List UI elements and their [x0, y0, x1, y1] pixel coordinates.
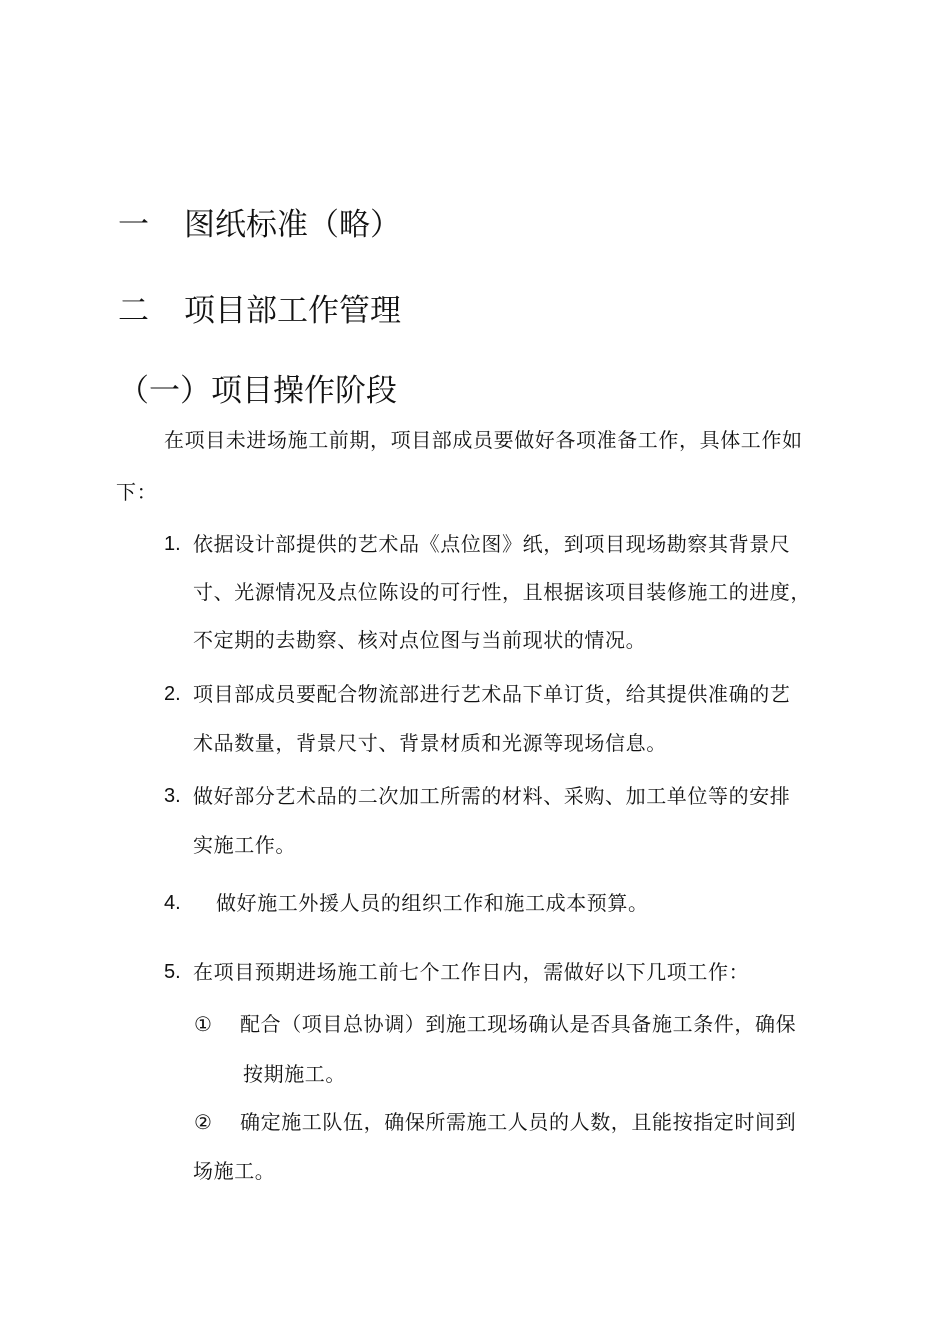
intro-line-1: 在项目未进场施工前期，项目部成员要做好各项准备工作，具体工作如: [164, 428, 803, 452]
intro-line-2: 下：: [116, 480, 158, 504]
item-4-line-1: 做好施工外援人员的组织工作和施工成本预算。: [216, 891, 649, 915]
subsection-title: （一）项目操作阶段: [118, 373, 397, 409]
subitem-2-line-1: 确定施工队伍，确保所需施工人员的人数，且能按指定时间到: [240, 1110, 797, 1134]
section-1-number: 一: [118, 207, 149, 243]
subitem-1-line-2: 按期施工。: [243, 1062, 346, 1086]
section-2-title: 项目部工作管理: [184, 293, 401, 329]
item-3-line-1: 做好部分艺术品的二次加工所需的材料、采购、加工单位等的安排: [193, 784, 791, 808]
subitem-1-number: ①: [194, 1012, 213, 1036]
item-2-number: 2.: [164, 683, 181, 705]
item-3-number: 3.: [164, 785, 181, 807]
item-2-line-2: 术品数量，背景尺寸、背景材质和光源等现场信息。: [193, 731, 667, 755]
item-5-number: 5.: [164, 961, 181, 983]
subitem-1-line-1: 配合（项目总协调）到施工现场确认是否具备施工条件，确保: [240, 1012, 797, 1036]
subitem-2-number: ②: [194, 1110, 213, 1134]
item-1-number: 1.: [164, 533, 181, 555]
item-1-line-2: 寸、光源情况及点位陈设的可行性，且根据该项目装修施工的进度，: [193, 580, 811, 604]
item-4-number: 4.: [164, 892, 181, 914]
item-2-line-1: 项目部成员要配合物流部进行艺术品下单订货，给其提供准确的艺: [193, 682, 791, 706]
item-3-line-2: 实施工作。: [193, 833, 296, 857]
item-5-line-1: 在项目预期进场施工前七个工作日内，需做好以下几项工作：: [193, 960, 750, 984]
section-1-title: 图纸标准（略）: [184, 207, 401, 243]
item-1-line-1: 依据设计部提供的艺术品《点位图》纸，到项目现场勘察其背景尺: [193, 532, 791, 556]
subitem-2-line-2: 场施工。: [193, 1159, 276, 1183]
item-1-line-3: 不定期的去勘察、核对点位图与当前现状的情况。: [193, 628, 647, 652]
section-2-number: 二: [118, 293, 149, 329]
